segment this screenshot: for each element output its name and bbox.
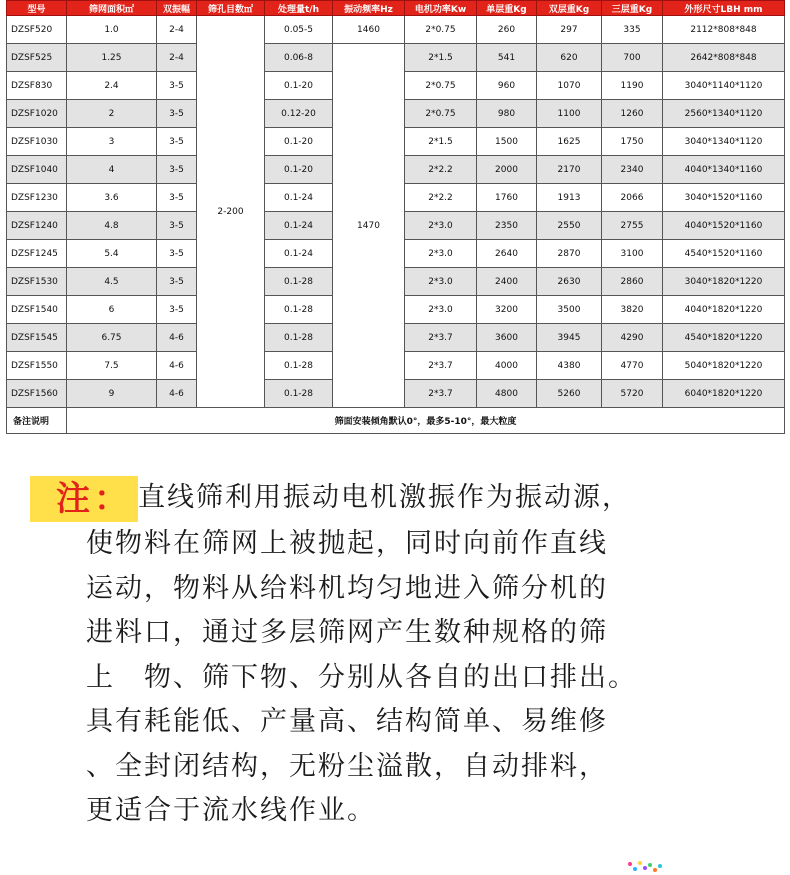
cell-single-weight: 260 xyxy=(477,16,537,44)
note-badge: 注 ： xyxy=(30,476,138,522)
cell-double-weight: 4380 xyxy=(537,352,602,380)
description-line: 进料口，通过多层筛网产生数种规格的筛 xyxy=(86,617,608,648)
cell-power: 2*3.0 xyxy=(405,268,477,296)
cell-double-weight: 2630 xyxy=(537,268,602,296)
cell-double-weight: 620 xyxy=(537,44,602,72)
cell-dimensions: 4040*1820*1220 xyxy=(663,296,785,324)
cell-area: 2.4 xyxy=(67,72,157,100)
cell-dimensions: 2560*1340*1120 xyxy=(663,100,785,128)
cell-double-weight: 2870 xyxy=(537,240,602,268)
cell-amplitude: 2-4 xyxy=(157,44,197,72)
cell-amplitude: 4-6 xyxy=(157,324,197,352)
cell-triple-weight: 1260 xyxy=(602,100,663,128)
decorative-dot xyxy=(653,868,657,872)
description-line: 、全封闭结构，无粉尘溢散，自动排料， xyxy=(86,750,608,782)
cell-triple-weight: 1190 xyxy=(602,72,663,100)
cell-area: 3 xyxy=(67,128,157,156)
cell-double-weight: 1100 xyxy=(537,100,602,128)
cell-area: 1.0 xyxy=(67,16,157,44)
cell-amplitude: 3-5 xyxy=(157,128,197,156)
cell-single-weight: 3200 xyxy=(477,296,537,324)
description xyxy=(30,476,760,834)
cell-capacity: 0.05-5 xyxy=(265,16,333,44)
cell-model: DZSF1545 xyxy=(7,324,67,352)
decorative-dot xyxy=(658,864,662,868)
cell-power: 2*1.5 xyxy=(405,44,477,72)
cell-double-weight: 297 xyxy=(537,16,602,44)
cell-power: 2*0.75 xyxy=(405,100,477,128)
cell-amplitude: 3-5 xyxy=(157,296,197,324)
note-text: 筛面安装倾角默认0°，最多5-10°，最大粒度 xyxy=(67,408,785,434)
cell-single-weight: 2350 xyxy=(477,212,537,240)
decorative-dot xyxy=(638,861,642,865)
cell-triple-weight: 4290 xyxy=(602,324,663,352)
col-header-double-weight: 双层重Kg xyxy=(537,1,602,16)
cell-triple-weight: 2860 xyxy=(602,268,663,296)
cell-triple-weight: 700 xyxy=(602,44,663,72)
cell-triple-weight: 2755 xyxy=(602,212,663,240)
cell-power: 2*3.0 xyxy=(405,296,477,324)
cell-amplitude: 3-5 xyxy=(157,268,197,296)
col-header-triple-weight: 三层重Kg xyxy=(602,1,663,16)
col-header-frequency: 振动频率Hz xyxy=(333,1,405,16)
cell-dimensions: 4540*1520*1160 xyxy=(663,240,785,268)
col-header-amplitude: 双振幅 xyxy=(157,1,197,16)
cell-capacity: 0.1-24 xyxy=(265,184,333,212)
cell-model: DZSF830 xyxy=(7,72,67,100)
cell-area: 6.75 xyxy=(67,324,157,352)
cell-double-weight: 2550 xyxy=(537,212,602,240)
cell-double-weight: 1625 xyxy=(537,128,602,156)
col-header-area: 筛网面积㎡ xyxy=(67,1,157,16)
cell-triple-weight: 1750 xyxy=(602,128,663,156)
cell-double-weight: 3500 xyxy=(537,296,602,324)
cell-model: DZSF1040 xyxy=(7,156,67,184)
header-row xyxy=(7,1,785,16)
description-line: 运动，物料从给料机均匀地进入筛分机的 xyxy=(86,572,608,604)
col-header-mesh: 筛孔目数㎡ xyxy=(197,1,265,16)
cell-triple-weight: 4770 xyxy=(602,352,663,380)
cell-capacity: 0.1-20 xyxy=(265,156,333,184)
cell-area: 6 xyxy=(67,296,157,324)
cell-triple-weight: 2340 xyxy=(602,156,663,184)
cell-dimensions: 3040*1340*1120 xyxy=(663,128,785,156)
cell-frequency: 1460 xyxy=(333,16,405,44)
cell-double-weight: 5260 xyxy=(537,380,602,408)
cell-area: 4.5 xyxy=(67,268,157,296)
cell-capacity: 0.1-28 xyxy=(265,324,333,352)
cell-single-weight: 980 xyxy=(477,100,537,128)
cell-power: 2*2.2 xyxy=(405,184,477,212)
decorative-dot xyxy=(643,866,647,870)
cell-model: DZSF1245 xyxy=(7,240,67,268)
cell-triple-weight: 2066 xyxy=(602,184,663,212)
cell-single-weight: 4000 xyxy=(477,352,537,380)
cell-single-weight: 2640 xyxy=(477,240,537,268)
cell-power: 2*3.7 xyxy=(405,352,477,380)
cell-capacity: 0.1-28 xyxy=(265,268,333,296)
cell-model: DZSF525 xyxy=(7,44,67,72)
cell-amplitude: 3-5 xyxy=(157,184,197,212)
cell-area: 2 xyxy=(67,100,157,128)
cell-amplitude: 3-5 xyxy=(157,100,197,128)
cell-amplitude: 2-4 xyxy=(157,16,197,44)
cell-amplitude: 4-6 xyxy=(157,352,197,380)
cell-single-weight: 2000 xyxy=(477,156,537,184)
cell-capacity: 0.1-20 xyxy=(265,72,333,100)
cell-single-weight: 2400 xyxy=(477,268,537,296)
cell-double-weight: 3945 xyxy=(537,324,602,352)
cell-mesh-shared: 2-200 xyxy=(197,16,265,408)
cell-area: 7.5 xyxy=(67,352,157,380)
cell-model: DZSF1030 xyxy=(7,128,67,156)
decorative-dot xyxy=(628,862,632,866)
note-row xyxy=(7,408,785,434)
cell-triple-weight: 3820 xyxy=(602,296,663,324)
cell-triple-weight: 3100 xyxy=(602,240,663,268)
cell-double-weight: 1913 xyxy=(537,184,602,212)
cell-double-weight: 2170 xyxy=(537,156,602,184)
cell-area: 4.8 xyxy=(67,212,157,240)
cell-single-weight: 541 xyxy=(477,44,537,72)
cell-power: 2*3.0 xyxy=(405,212,477,240)
cell-triple-weight: 5720 xyxy=(602,380,663,408)
cell-single-weight: 1760 xyxy=(477,184,537,212)
cell-amplitude: 3-5 xyxy=(157,240,197,268)
cell-power: 2*2.2 xyxy=(405,156,477,184)
cell-amplitude: 3-5 xyxy=(157,212,197,240)
cell-amplitude: 3-5 xyxy=(157,72,197,100)
col-header-power: 电机功率Kw xyxy=(405,1,477,16)
cell-power: 2*3.7 xyxy=(405,380,477,408)
cell-capacity: 0.1-28 xyxy=(265,352,333,380)
cell-model: DZSF1530 xyxy=(7,268,67,296)
cell-power: 2*1.5 xyxy=(405,128,477,156)
cell-model: DZSF1020 xyxy=(7,100,67,128)
cell-power: 2*3.7 xyxy=(405,324,477,352)
description-line: 直线筛利用振动电机激振作为振动源， xyxy=(138,482,631,513)
cell-model: DZSF1540 xyxy=(7,296,67,324)
cell-single-weight: 3600 xyxy=(477,324,537,352)
cell-dimensions: 4040*1520*1160 xyxy=(663,212,785,240)
cell-dimensions: 2642*808*848 xyxy=(663,44,785,72)
cell-single-weight: 4800 xyxy=(477,380,537,408)
cell-area: 3.6 xyxy=(67,184,157,212)
cell-dimensions: 6040*1820*1220 xyxy=(663,380,785,408)
decorative-dot xyxy=(633,867,637,871)
cell-dimensions: 3040*1820*1220 xyxy=(663,268,785,296)
cell-capacity: 0.1-28 xyxy=(265,380,333,408)
cell-capacity: 0.06-8 xyxy=(265,44,333,72)
cell-dimensions: 4540*1820*1220 xyxy=(663,324,785,352)
cell-double-weight: 1070 xyxy=(537,72,602,100)
cell-frequency-shared: 1470 xyxy=(333,44,405,408)
cell-capacity: 0.1-28 xyxy=(265,296,333,324)
cell-model: DZSF1550 xyxy=(7,352,67,380)
cell-capacity: 0.12-20 xyxy=(265,100,333,128)
col-header-single-weight: 单层重Kg xyxy=(477,1,537,16)
cell-dimensions: 3040*1140*1120 xyxy=(663,72,785,100)
cell-amplitude: 3-5 xyxy=(157,156,197,184)
cell-capacity: 0.1-24 xyxy=(265,212,333,240)
table-row xyxy=(7,16,785,44)
description-line: 使物料在筛网上被抛起，同时向前作直线 xyxy=(86,528,608,559)
table-row xyxy=(7,44,785,72)
spec-table xyxy=(6,0,785,434)
cell-single-weight: 1500 xyxy=(477,128,537,156)
cell-triple-weight: 335 xyxy=(602,16,663,44)
cell-area: 1.25 xyxy=(67,44,157,72)
cell-model: DZSF520 xyxy=(7,16,67,44)
cell-power: 2*0.75 xyxy=(405,72,477,100)
description-line: 具有耗能低、产量高、结构简单、易维修 xyxy=(86,706,608,737)
col-header-capacity: 处理量t/h xyxy=(265,1,333,16)
col-header-model: 型号 xyxy=(7,1,67,16)
cell-capacity: 0.1-20 xyxy=(265,128,333,156)
cell-dimensions: 4040*1340*1160 xyxy=(663,156,785,184)
cell-power: 2*0.75 xyxy=(405,16,477,44)
cell-capacity: 0.1-24 xyxy=(265,240,333,268)
cell-dimensions: 2112*808*848 xyxy=(663,16,785,44)
col-header-dimensions: 外形尺寸LBH mm xyxy=(663,1,785,16)
decorative-dots xyxy=(628,860,668,874)
decorative-dot xyxy=(648,863,652,867)
cell-area: 5.4 xyxy=(67,240,157,268)
cell-model: DZSF1240 xyxy=(7,212,67,240)
cell-power: 2*3.0 xyxy=(405,240,477,268)
description-line: 更适合于流水线作业。 xyxy=(86,795,376,826)
cell-dimensions: 3040*1520*1160 xyxy=(663,184,785,212)
cell-area: 4 xyxy=(67,156,157,184)
cell-model: DZSF1560 xyxy=(7,380,67,408)
cell-model: DZSF1230 xyxy=(7,184,67,212)
note-label: 备注说明 xyxy=(7,408,67,434)
description-line: 上 物、筛下物、分别从各自的出口排出。 xyxy=(86,661,637,693)
description-line-first xyxy=(30,476,760,522)
cell-amplitude: 4-6 xyxy=(157,380,197,408)
cell-single-weight: 960 xyxy=(477,72,537,100)
cell-dimensions: 5040*1820*1220 xyxy=(663,352,785,380)
cell-area: 9 xyxy=(67,380,157,408)
